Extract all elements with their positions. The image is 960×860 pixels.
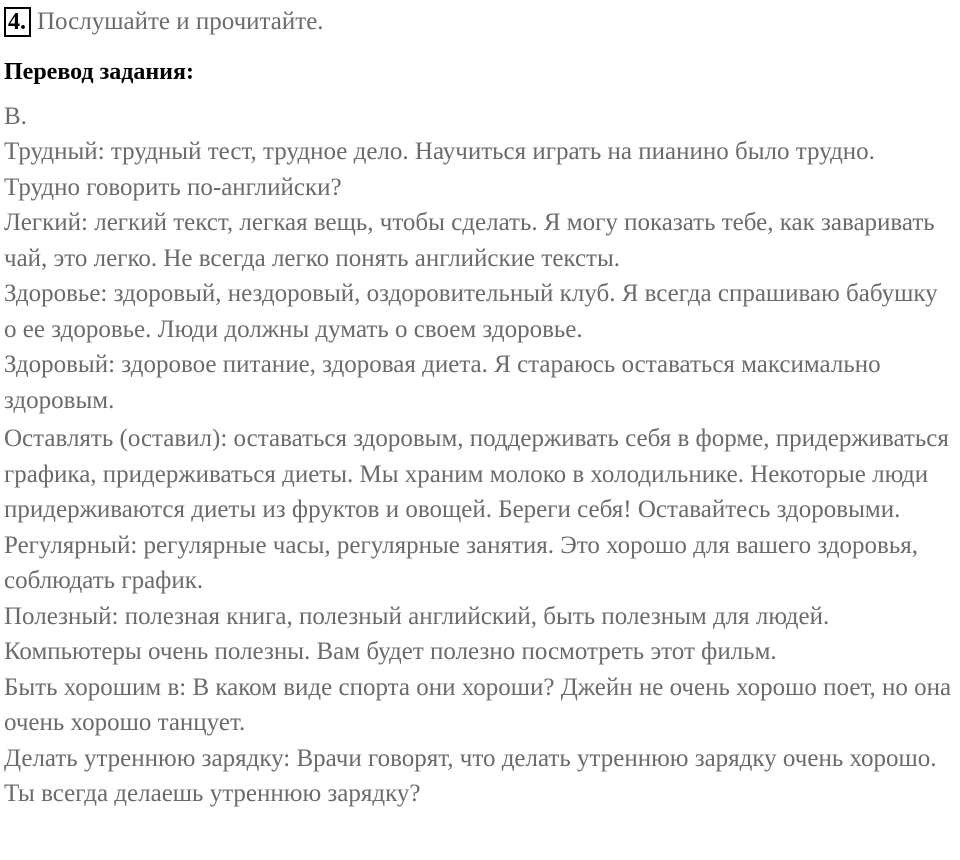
paragraph-morning-exercises: Делать утреннюю зарядку: Врачи говорят, что делать утреннюю зарядку очень хорошо. Ты всегда делаешь утреннюю зарядку? (4, 744, 937, 807)
translation-heading: Перевод задания: (4, 59, 194, 85)
task-header (4, 2, 956, 42)
paragraph-easy: Легкий: легкий текст, легкая вещь, чтобы сделать. Я могу показать тебе, как заваривать чай, это легко. Не всегда легко понять английские тексты. (4, 209, 935, 272)
task-title: Послушайте и прочитайте. (37, 8, 324, 35)
paragraph-be-good-at: Быть хорошим в: В каком виде спорта они хороши? Джейн не очень хорошо поет, но она очень хорошо танцует. (4, 673, 952, 736)
paragraph-health: Здоровье: здоровый, нездоровый, оздоровительный клуб. Я всегда спрашиваю бабушку о ее здоровье. Люди должны думать о своем здоровье. (4, 280, 938, 343)
paragraph-regular: Регулярный: регулярные часы, регулярные занятия. Это хорошо для вашего здоровья, соблюдать график. (4, 531, 919, 594)
paragraph-keep: Оставлять (оставил): оставаться здоровым, поддерживать себя в форме, придерживаться графика, придерживаться диеты. Мы храним молоко в холодильнике. Некоторые люди придерживаются диеты из фруктов и овощей. Береги себя! Оставайтесь здоровыми. (4, 425, 949, 523)
document-page (4, 2, 956, 812)
section-label: B. (4, 103, 27, 130)
task-number-box: 4. (4, 7, 31, 37)
paragraph-difficult: Трудный: трудный тест, трудное дело. Научиться играть на пианино было трудно. Трудно говорить по-английски? (4, 138, 875, 201)
paragraph-useful: Полезный: полезная книга, полезный английский, быть полезным для людей. Компьютеры очень полезны. Вам будет полезно посмотреть этот фильм. (4, 602, 830, 665)
paragraph-healthy: Здоровый: здоровое питание, здоровая диета. Я стараюсь оставаться максимально здоровым. (4, 351, 881, 414)
